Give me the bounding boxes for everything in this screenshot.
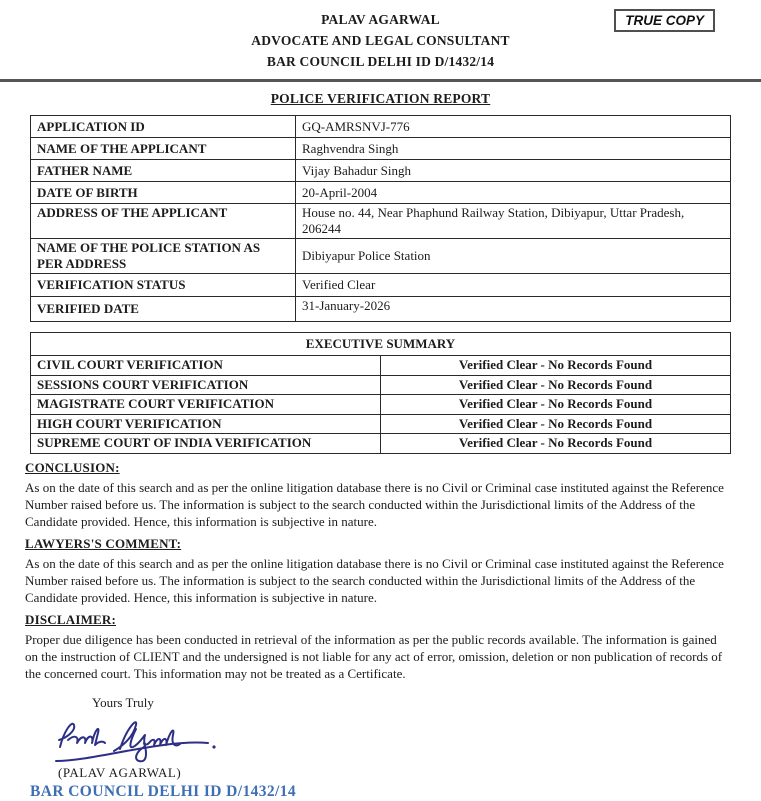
detail-value: House no. 44, Near Phaphund Railway Station, Dibiyapur, Uttar Pradesh, 206244 (296, 204, 731, 239)
table-row (31, 160, 731, 182)
executive-summary-table (30, 332, 731, 454)
bar-council-id-line: BAR COUNCIL DELHI ID D/1432/14 (30, 782, 297, 800)
summary-value: Verified Clear - No Records Found (381, 356, 731, 376)
detail-label: VERIFICATION STATUS (31, 274, 296, 297)
conclusion-section (25, 460, 736, 530)
table-row (31, 375, 731, 395)
detail-value: 20-April-2004 (296, 182, 731, 204)
table-row (31, 297, 731, 322)
lawyers-comment-heading: LAWYERS'S COMMENT: (25, 535, 182, 551)
conclusion-heading: CONCLUSION: (25, 459, 120, 475)
summary-value: Verified Clear - No Records Found (381, 395, 731, 415)
table-row (31, 239, 731, 274)
text-sections (25, 460, 736, 682)
true-copy-stamp: TRUE COPY (614, 9, 715, 32)
summary-value: Verified Clear - No Records Found (381, 434, 731, 454)
table-row (31, 182, 731, 204)
summary-label: HIGH COURT VERIFICATION (31, 414, 381, 434)
detail-value: GQ-AMRSNVJ-776 (296, 116, 731, 138)
detail-value: Raghvendra Singh (296, 138, 731, 160)
table-row (31, 138, 731, 160)
detail-label: NAME OF THE APPLICANT (31, 138, 296, 160)
page-title: POLICE VERIFICATION REPORT (270, 91, 491, 106)
detail-value: 31-January-2026 (296, 297, 731, 322)
valediction: Yours Truly (92, 694, 154, 710)
header-divider (0, 79, 761, 82)
detail-label: FATHER NAME (31, 160, 296, 182)
detail-label: VERIFIED DATE (31, 297, 296, 322)
detail-label: NAME OF THE POLICE STATION AS PER ADDRESS (31, 239, 296, 274)
table-row (31, 434, 731, 454)
table-row (31, 116, 731, 138)
detail-value: Dibiyapur Police Station (296, 239, 731, 274)
advocate-subtitle: ADVOCATE AND LEGAL CONSULTANT (251, 33, 510, 48)
disclaimer-heading: DISCLAIMER: (25, 611, 117, 627)
disclaimer-section (25, 612, 736, 682)
lawyers-comment-body: As on the date of this search and as per the online litigation database there is no Civil or Criminal case instituted against the Reference Number raised before us. The information is subject to the search conducted within the Jurisdictional limits of the Address of the Candidate provided. Hence, this information is subjective in nature. (25, 555, 724, 605)
table-header-row (31, 333, 731, 356)
summary-label: SUPREME COURT OF INDIA VERIFICATION (31, 434, 381, 454)
summary-label: SESSIONS COURT VERIFICATION (31, 375, 381, 395)
table-row (31, 204, 731, 239)
disclaimer-body: Proper due diligence has been conducted in retrieval of the information as per the public records available. The information is gained on the instruction of CLIENT and the undersigned is not liable for any act of error, omission, deletion or non publication of records of the concerned court. This information may not be treated as a Certificate. (25, 631, 723, 681)
summary-label: MAGISTRATE COURT VERIFICATION (31, 395, 381, 415)
table-row (31, 414, 731, 434)
summary-value: Verified Clear - No Records Found (381, 414, 731, 434)
detail-label: DATE OF BIRTH (31, 182, 296, 204)
signatory-name: (PALAV AGARWAL) (58, 764, 182, 780)
detail-label: ADDRESS OF THE APPLICANT (31, 204, 296, 239)
advocate-bar-id: BAR COUNCIL DELHI ID D/1432/14 (266, 54, 495, 69)
advocate-name: PALAV AGARWAL (321, 12, 440, 27)
details-table (30, 115, 731, 322)
summary-header: EXECUTIVE SUMMARY (31, 333, 731, 356)
table-row (31, 395, 731, 415)
signature-icon (48, 713, 233, 765)
table-row (31, 356, 731, 376)
summary-value: Verified Clear - No Records Found (381, 375, 731, 395)
detail-value: Vijay Bahadur Singh (296, 160, 731, 182)
detail-label: APPLICATION ID (31, 116, 296, 138)
summary-label: CIVIL COURT VERIFICATION (31, 356, 381, 376)
detail-value: Verified Clear (296, 274, 731, 297)
table-row (31, 274, 731, 297)
lawyers-comment-section (25, 536, 736, 606)
conclusion-body: As on the date of this search and as per the online litigation database there is no Civil or Criminal case instituted against the Reference Number raised before us. The information is subject to the search conducted within the Jurisdictional limits of the Address of the Candidate provided. Hence, this information is subjective in nature. (25, 479, 724, 529)
